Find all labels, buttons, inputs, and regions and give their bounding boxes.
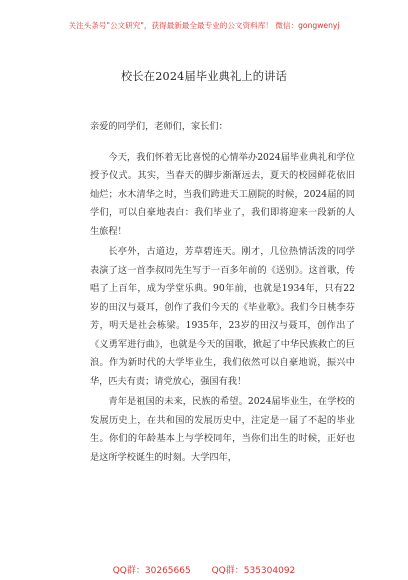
document-title: 校长在2024届毕业典礼上的讲话 — [121, 70, 287, 83]
promo-banner: 关注头条号"公文研究"，获得最新最全最专业的公文资料库！ 微信：gongwenyj — [68, 21, 340, 30]
paragraph-2: 长亭外，古道边，芳草碧连天。刚才，几位热情活泼的同学表演了这一首李叔同先生写于一百多年前的《送别》。这首歌，传唱了上百年，成为学堂乐典。90年前，也就是1934年，只有22岁的田汉与聂耳，创作了我们今天的《毕业歌》。我们今日桃李芬芳，明天是社会栋梁。1935年，23岁的田汉与聂耳，创作出了《义勇军进行曲》，也就是今天的国歌，掀起了中华民族救亡的巨浪。作为新时代的大学毕业生，我们依然可以自豪地说，振兴中华，匹夫有责；请党放心，强国有我！ — [90, 246, 355, 387]
qq-group-banner — [0, 563, 408, 576]
qq-group-1: QQ群：30265665 — [112, 566, 191, 576]
paragraph-1: 今天，我们怀着无比喜悦的心情举办2024届毕业典礼和学位授予仪式。其实，当春天的脚步渐渐远去，夏天的校园鲜花依旧灿烂；水木清华之时，当我们跨进天工剧院的时候，2024届的同学们，可以自豪地表白：我们毕业了，我们即将迎来一段新的人生旅程！ — [90, 151, 355, 237]
paragraph-3: 青年是祖国的未来，民族的希望。2024届毕业生，在学校的发展历史上，在共和国的发展历史中，注定是一届了不起的毕业生。你们的年龄基本上与学校同年，当你们出生的时候，正好也是这所学校诞生的时刻。大学四年， — [90, 396, 355, 463]
greeting-line: 亲爱的同学们，老师们，家长们： — [90, 121, 228, 132]
qq-group-2: QQ群：535304092 — [211, 566, 296, 576]
document-body — [90, 118, 355, 467]
